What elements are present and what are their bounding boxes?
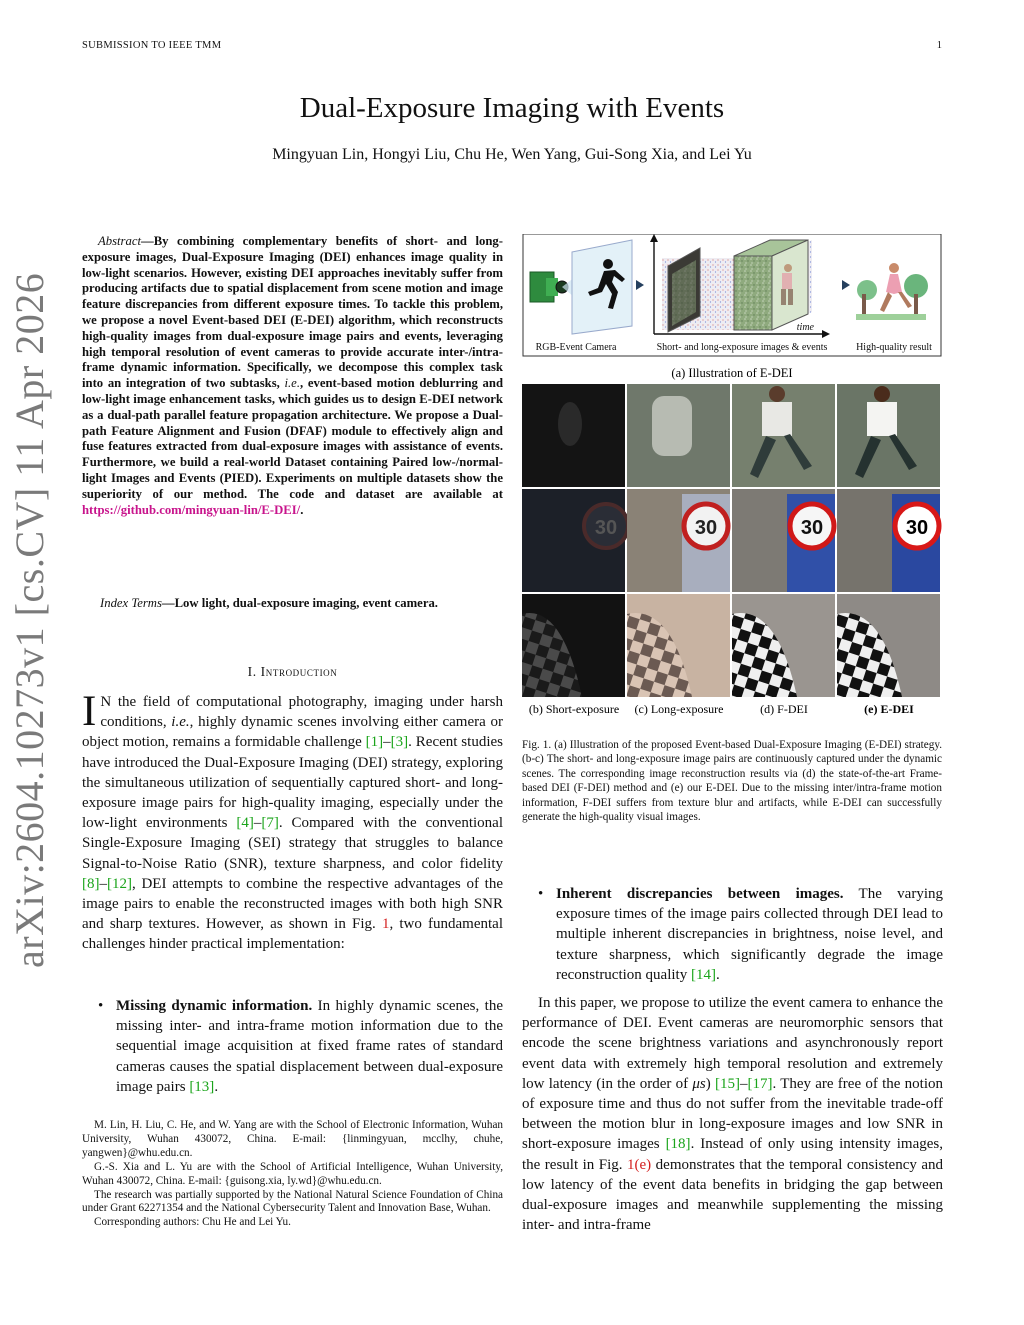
citation-dash: – bbox=[253, 815, 262, 832]
para-mu: μs bbox=[692, 1075, 706, 1092]
bullet-inherent-discrepancies bbox=[522, 884, 943, 985]
body-paragraph-right bbox=[522, 993, 943, 1235]
citation-dash: – bbox=[99, 875, 107, 892]
section-title: Introduction bbox=[260, 664, 338, 679]
citation-link[interactable]: [7] bbox=[261, 815, 279, 832]
figure-1 bbox=[522, 234, 942, 723]
section-heading bbox=[82, 664, 503, 680]
boy-blur-shape bbox=[652, 396, 692, 456]
author-list: Mingyuan Lin, Hongyi Liu, Chu He, Wen Yang, Gui-Song Xia, and Lei Yu bbox=[272, 146, 752, 163]
citation-link[interactable]: [4] bbox=[236, 815, 254, 832]
subcaption-d: (d) F-DEI bbox=[760, 702, 808, 716]
illustration-panel bbox=[523, 234, 941, 356]
footnote-corresponding: Corresponding authors: Chu He and Lei Yu. bbox=[94, 1216, 291, 1229]
subcaption-b: (b) Short-exposure bbox=[528, 702, 620, 716]
intro-text-3: . Recent studies have introduced the Dual-Exposure Imaging (DEI) strategy, exploring the simultaneous utilization of sequentially captured short- and long-exposure image pairs for high-quality imaging, especially under the low-light environments bbox=[82, 734, 503, 832]
intro-text-2: , highly dynamic scenes involving either camera or object motion, remains a formidable challenge bbox=[82, 714, 503, 751]
citation-link[interactable]: [3] bbox=[390, 734, 409, 751]
bullet-body: In highly dynamic scenes, the missing inter- and intra-frame motion information due to the sequential image acquisition at fixed frame rates of standard cameras causes the spatial displacement between dual-exposure image pairs bbox=[116, 998, 503, 1095]
bullet-missing-dynamic bbox=[82, 996, 503, 1097]
code-link[interactable]: https://github.com/mingyuan-lin/E-DEI/ bbox=[82, 502, 301, 517]
citation-link[interactable]: [13] bbox=[189, 1078, 215, 1095]
bullet-text bbox=[556, 884, 943, 985]
boy-shirt bbox=[867, 402, 897, 436]
intro-text-4: . Compared with the conventional Single-Exposure Imaging (SEI) strategy that struggles to balance Signal-to-Noise Ratio (SNR), texture sharpness, and color fidelity bbox=[82, 815, 504, 872]
bullet-end: . bbox=[214, 1078, 219, 1095]
intro-text-5: , DEI attempts to combine the respective advantages of the image pairs to enable the reconstructed images with both high SNR and sharp textures. However, as shown in Fig. bbox=[82, 875, 503, 933]
bullet-text bbox=[116, 996, 503, 1097]
abstract-label: Abstract bbox=[98, 234, 141, 248]
para-text-5: demonstrates that the temporal consistency and low latency of the event data benefits in bridging the gap between dual-exposure images and meanwhile supplementing the missing inter- and intra-frame bbox=[522, 1156, 943, 1234]
citation-link[interactable]: [17] bbox=[747, 1075, 773, 1092]
sign-number: 30 bbox=[800, 517, 824, 539]
page-number: 1 bbox=[936, 40, 942, 51]
intro-paragraph bbox=[82, 688, 504, 955]
sign-number: 30 bbox=[905, 517, 929, 539]
bullet-dot: • bbox=[538, 886, 544, 902]
abstract-end: . bbox=[300, 502, 304, 517]
para-text-1: In this paper, we propose to utilize the event camera to enhance the performance of DEI. Event cameras are neuromorphic sensors that encode the scene brightness variations and asynchronously report event data with extremely high temporal resolution and extremely low latency (in the order of bbox=[522, 995, 943, 1092]
figure-1-caption: Fig. 1. (a) Illustration of the proposed Event-based Dual-Exposure Imaging (E-DEI) strategy. (b-c) The short- and long-exposure image pairs are continuously captured under the dynamic scenes. The corresponding image reconstruction results via (d) the state-of-the-art Frame-based DEI (F-DEI) method and (e) our E-DEI. Due to the missing inter/intra-frame motion information, F-DEI suffers from texture blur and artifacts, while E-DEI can successfully generate the high-quality visual images. bbox=[522, 739, 942, 824]
citation-link[interactable]: [12] bbox=[107, 875, 132, 892]
grid-row-boy bbox=[522, 384, 940, 487]
boy-head bbox=[769, 386, 785, 402]
bullet-body: The varying exposure times of the image pairs collected through DEI lead to multiple inherent discrepancies in brightness, noise level, and texture sharpness, which significantly degrade the image reconstruction quality bbox=[556, 886, 943, 983]
bullet-title: Missing dynamic information. bbox=[116, 998, 313, 1014]
intro-text-6: , two fundamental challenges hinder practical implementation: bbox=[82, 916, 503, 953]
citation-link[interactable]: [1] bbox=[365, 734, 384, 751]
citation-link[interactable]: [8] bbox=[82, 875, 100, 892]
figure-link[interactable]: 1 bbox=[381, 916, 390, 933]
running-header: SUBMISSION TO IEEE TMM bbox=[82, 40, 222, 51]
citation-link[interactable]: [14] bbox=[690, 966, 716, 983]
time-axis-label: time bbox=[796, 322, 814, 333]
footnote-funding: The research was partially supported by the National Natural Science Foundation of China under Grant 62271354 and the National Cybersecurity Talent and Innovation Base, Wuhan. bbox=[82, 1188, 503, 1215]
subcaption-a: (a) Illustration of E-DEI bbox=[671, 366, 793, 380]
sign-number: 30 bbox=[594, 517, 618, 539]
index-terms-dash: — bbox=[161, 596, 175, 610]
intro-text-1: N the field of computational photography, imaging under harsh conditions, bbox=[100, 694, 503, 731]
index-terms-body: Low light, dual-exposure imaging, event camera. bbox=[174, 596, 438, 610]
abstract-ie: i.e. bbox=[284, 376, 300, 391]
index-terms-label: Index Terms bbox=[100, 596, 162, 610]
sign-number: 30 bbox=[694, 517, 718, 539]
long-exposure-front bbox=[734, 256, 772, 330]
figure-1-graphic bbox=[522, 234, 942, 718]
boy-dim-silhouette bbox=[558, 402, 582, 446]
citation-dash: – bbox=[739, 1075, 748, 1092]
citation-dash: – bbox=[383, 734, 391, 751]
subcaption-e: (e) E-DEI bbox=[864, 702, 914, 716]
citation-link[interactable]: [15] bbox=[714, 1075, 740, 1092]
bullet-end: . bbox=[715, 966, 720, 983]
grid-row-sign bbox=[522, 489, 940, 592]
intro-ie: i.e. bbox=[171, 714, 190, 731]
abstract-body-2: , event-based motion deblurring and low-light image enhancement tasks, which guides us to design E-DEI network as a dual-path parallel feature propagation architecture. We propose a Dual-path Feature Alignment and Fusion (DFAF) module to effectively align and fuse features extracted from dual-exposure images with assistance of events. Furthermore, we build a real-world Dataset containing Paired low-/normal-light Images and Events (PIED). Experiments on multiple datasets show the superiority of our method. The code and dataset are available at bbox=[82, 376, 504, 501]
abstract-dash: — bbox=[141, 234, 154, 248]
para-text-4: . Instead of only using intensity images, the result in Fig. bbox=[522, 1136, 943, 1173]
label-image-pairs: Short- and long-exposure images & events bbox=[656, 342, 828, 353]
result-image bbox=[856, 254, 928, 320]
para-text-3: . They are free of the notion of exposure time and thus do not suffer from the inevitable trade-off between the motion blur in long-exposure images and low SNR in short-exposure images bbox=[522, 1075, 943, 1153]
para-text-2: ) bbox=[705, 1075, 715, 1092]
subcaption-c: (c) Long-exposure bbox=[634, 702, 724, 716]
grid-row-checker bbox=[522, 594, 940, 697]
footnote-affiliation-2: G.-S. Xia and L. Yu are with the School of Artificial Intelligence, Wuhan University, Wuhan 430072, China. E-mail: {guisong.xia, ly.wd}@whu.edu.cn. bbox=[82, 1160, 503, 1187]
bullet-title: Inherent discrepancies between images. bbox=[556, 886, 844, 902]
footnote-affiliation-1: M. Lin, H. Liu, C. He, and W. Yang are with the School of Electronic Information, Wuhan University, Wuhan 430072, China. E-mail: {linmingyuan, mcclhy, chuhe, yangwen}@whu.edu.cn. bbox=[82, 1119, 503, 1159]
citation-link[interactable]: [18] bbox=[665, 1136, 691, 1153]
paper-title: Dual-Exposure Imaging with Events bbox=[299, 92, 725, 124]
boy-shirt bbox=[762, 402, 792, 436]
label-result: High-quality result bbox=[856, 342, 932, 353]
abstract-body: By combining complementary benefits of short- and long-exposure images, Dual-Exposure Imaging (DEI) enhances image quality in low-light scenarios. However, existing DEI approaches inevitably suffer from producing artifacts due to spatial displacement from scene motion and image feature discrepancies from different exposure times. To tackle this problem, we propose a novel Event-based DEI (E-DEI) algorithm, which reconstructs high-quality images from dual-exposure image pairs and events, leveraging high temporal resolution of event cameras to provide accurate inter-/intra-frame dynamic information. Specifically, we decompose this complex task into an integration of two subtasks, bbox=[82, 234, 503, 391]
abstract bbox=[82, 234, 503, 518]
bullet-dot: • bbox=[98, 998, 104, 1014]
boy-head bbox=[874, 386, 890, 402]
section-number: I. bbox=[247, 664, 257, 679]
index-terms bbox=[82, 595, 503, 611]
figure-link[interactable]: 1(e) bbox=[627, 1156, 652, 1173]
drop-cap: I bbox=[82, 688, 97, 735]
arxiv-stamp: arXiv:2604.10273v1 [cs.CV] 11 Apr 2026 bbox=[7, 272, 52, 968]
label-camera: RGB-Event Camera bbox=[535, 342, 617, 353]
footnotes bbox=[82, 1119, 503, 1230]
